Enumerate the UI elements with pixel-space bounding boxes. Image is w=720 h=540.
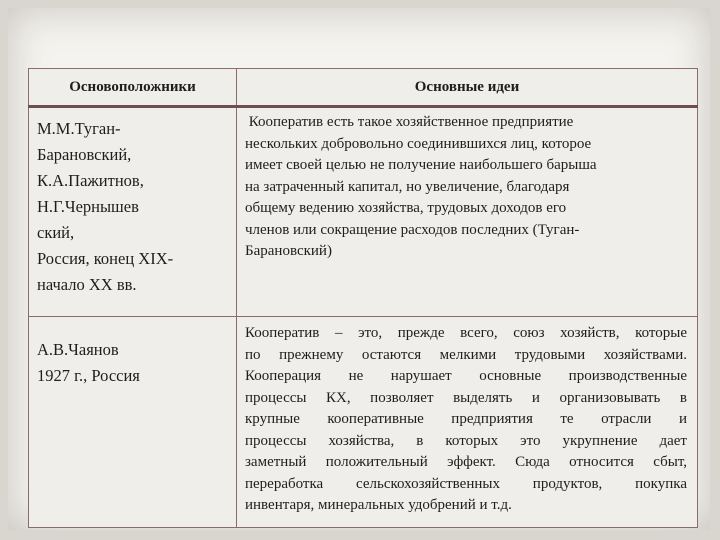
ideas-line: Кооператив есть такое хозяйственное предприятие (245, 114, 574, 130)
ideas-line: членов или сокращение расходов последних (Туган- (245, 221, 580, 238)
ideas-line: переработка сельскохозяйственных продуктов, покупка (245, 475, 687, 492)
ideas-line: крупные кооперативные предприятия те отрасли и (245, 411, 687, 427)
founders-line: К.А.Пажитнов, (37, 171, 144, 190)
header-founders: Основоположники (29, 69, 237, 107)
table-row (29, 107, 698, 317)
ideas-line: общему ведению хозяйства, трудовых доходов его (245, 200, 567, 216)
founders-cell (29, 317, 237, 528)
ideas-line: процессы КХ, позволяет выделять и организовывать в (245, 389, 687, 406)
header-main-ideas: Основные идеи (237, 69, 698, 107)
ideas-line: имеет своей целью не получение наибольшего барыша (245, 157, 597, 173)
table-row (29, 317, 698, 528)
founders-line: 1927 г., Россия (37, 366, 140, 385)
ideas-line: процессы хозяйства, в которых это укрупнение дает (245, 432, 687, 449)
founders-line: Барановский, (37, 145, 132, 164)
table-header-row (29, 69, 698, 107)
slide-frame (8, 8, 710, 530)
ideas-line: на затраченный капитал, но увеличение, благодаря (245, 178, 570, 195)
ideas-line: заметный положительный эффект. Сюда относится сбыт, (245, 454, 687, 470)
founders-line: М.М.Туган- (37, 119, 121, 138)
founders-line: ский, (37, 223, 75, 242)
ideas-line: Кооператив – это, прежде всего, союз хозяйств, которые (245, 325, 687, 341)
ideas-cell (237, 107, 698, 317)
founders-line: Н.Г.Чернышев (37, 197, 139, 216)
founders-line: А.В.Чаянов (37, 340, 119, 359)
ideas-line: Кооперация не нарушает основные производственные (245, 368, 687, 384)
founders-line: Россия, конец XIX- (37, 249, 174, 268)
ideas-line: по прежнему остаются мелкими трудовыми хозяйствами. (245, 346, 687, 363)
ideas-line: инвентаря, минеральных удобрений и т.д. (245, 497, 512, 513)
founders-cell (29, 107, 237, 317)
ideas-line: Барановский) (245, 243, 332, 259)
founders-line: начало XX вв. (37, 275, 137, 294)
ideas-cell (237, 317, 698, 528)
ideas-line: нескольких добровольно соединившихся лиц, которое (245, 135, 592, 152)
cooperative-table (28, 68, 698, 528)
